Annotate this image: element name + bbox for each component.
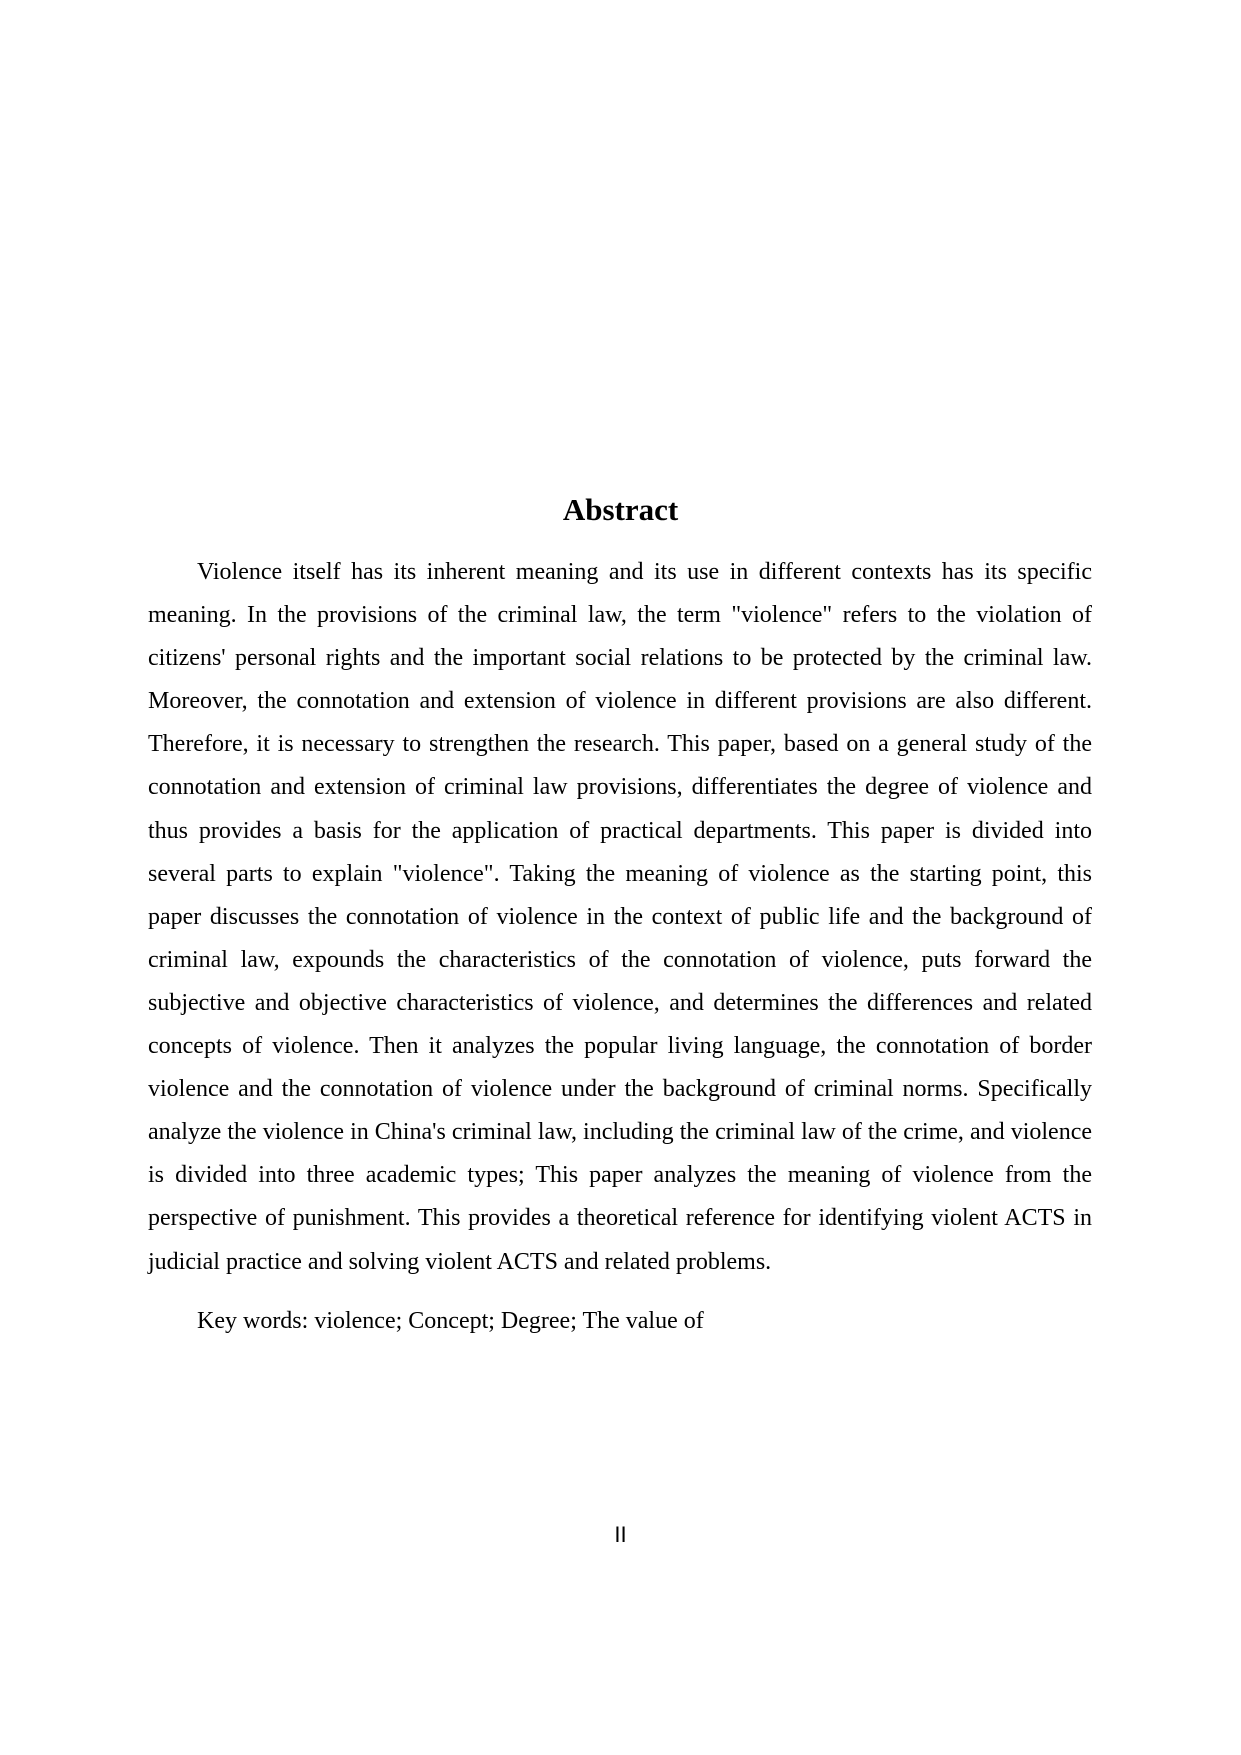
keywords-line: Key words: violence; Concept; Degree; The value of: [197, 1308, 704, 1334]
page-number: II: [614, 1522, 627, 1547]
abstract-paragraph: Violence itself has its inherent meaning and its use in different contexts has its specific meaning. In the provisions of the criminal law, the term "violence" refers to the violation of citizens' personal rights and the important social relations to be protected by the criminal law. Moreover, the connotation and extension of violence in different provisions are also different. Therefore, it is necessary to strengthen the research. This paper, based on a general study of the connotation and extension of criminal law provisions, differentiates the degree of violence and thus provides a basis for the application of practical departments. This paper is divided into several parts to explain "violence". Taking the meaning of violence as the starting point, this paper discusses the connotation of violence in the context of public life and the background of criminal law, expounds the characteristics of the connotation of violence, puts forward the subjective and objective characteristics of violence, and determines the differences and related concepts of violence. Then it analyzes the popular living language, the connotation of border violence and the connotation of violence under the background of criminal norms. Specifically analyze the violence in China's criminal law, including the criminal law of the crime, and violence is divided into three academic types; This paper analyzes the meaning of violence from the perspective of punishment. This provides a theoretical reference for identifying violent ACTS in judicial practice and solving violent ACTS and related problems.: [148, 559, 1092, 1275]
page-title: Abstract: [562, 492, 679, 527]
